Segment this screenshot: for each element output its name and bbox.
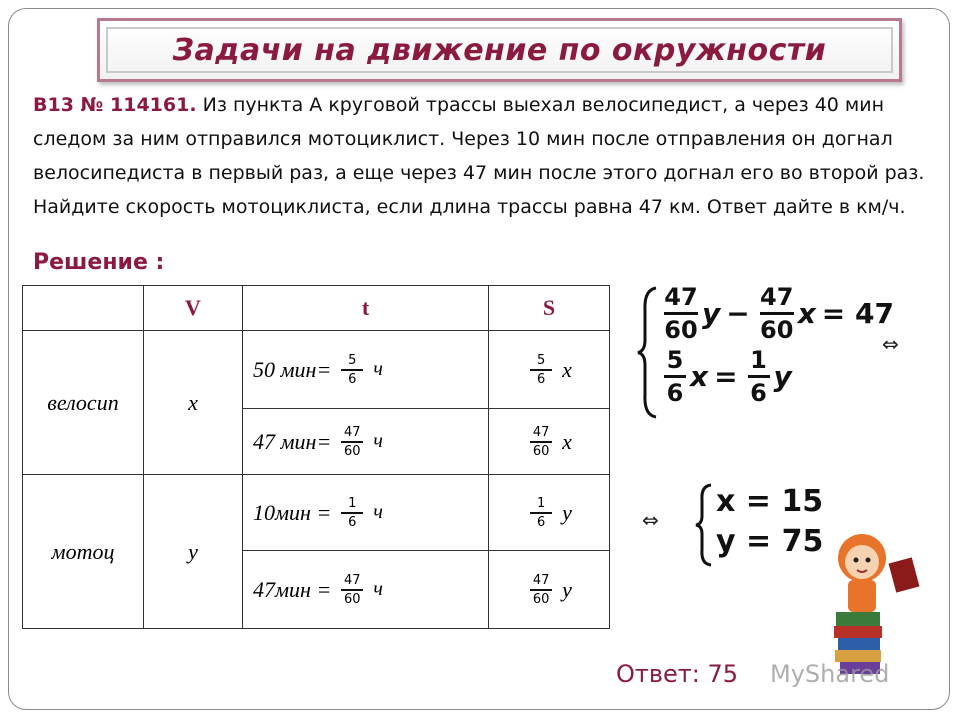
var: y (702, 297, 721, 330)
title-banner (97, 18, 902, 82)
fraction-den: 6 (536, 514, 546, 530)
time-text: 47 мин= (253, 428, 332, 454)
distance-cell (489, 409, 610, 475)
header-s: S (489, 286, 610, 331)
fraction-num: 5 (536, 352, 546, 368)
time-cell (243, 475, 489, 551)
fraction-num: 47 (760, 283, 794, 311)
fraction (341, 426, 363, 458)
operator: − (726, 297, 750, 330)
fraction-den: 6 (666, 379, 684, 407)
fraction-den: 60 (344, 591, 361, 607)
time-text: 50 мин= (253, 356, 332, 382)
fraction-num: 47 (344, 572, 361, 588)
distance-cell (489, 475, 610, 551)
unit: ч (373, 358, 383, 380)
fraction (341, 574, 363, 606)
solution-x: x = 15 (716, 484, 824, 519)
fraction (341, 497, 363, 529)
equivalence-icon: ⇔ (882, 332, 899, 356)
var: y (773, 360, 792, 393)
system-2 (716, 482, 823, 562)
distance-var: x (562, 428, 572, 454)
time-cell (243, 409, 489, 475)
equivalence-icon: ⇔ (642, 508, 659, 532)
table-row (23, 331, 610, 409)
equation-1 (660, 285, 894, 342)
row-name-motorcyclist: мотоц (23, 475, 144, 629)
solution-label: Решение : (33, 250, 165, 275)
system-1 (660, 285, 894, 405)
fraction-den: 60 (532, 591, 550, 607)
fraction-den: 60 (760, 316, 794, 344)
time-cell (243, 331, 489, 409)
time-text: 10мин = (253, 499, 332, 525)
fraction-den: 6 (348, 514, 357, 530)
answer: Ответ: 75 (616, 660, 739, 688)
header-v: V (144, 286, 243, 331)
row-v-motorcyclist: y (144, 475, 243, 629)
row-name-cyclist: велосип (23, 331, 144, 475)
fraction-den: 6 (348, 371, 357, 387)
distance-cell (489, 331, 610, 409)
table-row (23, 475, 610, 551)
fraction-den: 60 (344, 443, 361, 459)
fraction-num: 5 (348, 352, 357, 368)
left-brace-icon (636, 285, 660, 420)
fraction (530, 574, 552, 606)
fraction-num: 47 (532, 572, 550, 588)
distance-var: y (562, 576, 572, 602)
fraction-den: 6 (536, 371, 546, 387)
fraction (530, 354, 552, 386)
fraction-num: 1 (348, 495, 357, 511)
problem-statement (33, 88, 933, 224)
problem-text: Из пункта A круговой трассы выехал велосипедист, а через 40 мин следом за ним отправился мотоциклист. Через 10 мин после отправления он догнал велосипедиста в первый раз, а еще через 47 мин после этого догнал его во второй раз. Найдите скорость мотоциклиста, если длина трассы равна 47 км. Ответ дайте в км/ч. (33, 94, 925, 218)
unit: ч (373, 501, 383, 523)
problem-number: B13 № 114161. (33, 94, 197, 116)
unit: ч (373, 430, 383, 452)
fraction-num: 47 (664, 283, 698, 311)
table-header-row (23, 286, 610, 331)
distance-var: y (562, 499, 572, 525)
fraction (530, 426, 552, 458)
distance-var: x (562, 356, 572, 382)
fraction-den: 6 (750, 379, 767, 407)
fraction-num: 47 (344, 424, 361, 440)
solution-y: y = 75 (716, 524, 824, 559)
watermark-logo: MyShared (770, 660, 890, 688)
var: x (797, 297, 816, 330)
distance-cell (489, 551, 610, 629)
var: x (690, 360, 709, 393)
equation-2 (660, 348, 894, 405)
operator: = (714, 360, 738, 393)
time-cell (243, 551, 489, 629)
left-brace-icon (694, 482, 714, 568)
fraction-num: 1 (750, 346, 767, 374)
slide-title: Задачи на движение по окружности (172, 32, 827, 68)
unit: ч (373, 578, 383, 600)
solution-table (22, 285, 610, 629)
fraction-den: 60 (664, 316, 698, 344)
fraction (530, 497, 552, 529)
fraction (341, 354, 363, 386)
rhs: = 47 (821, 297, 894, 330)
fraction-num: 1 (536, 495, 546, 511)
fraction-num: 47 (532, 424, 550, 440)
time-text: 47мин = (253, 576, 332, 602)
row-v-cyclist: x (144, 331, 243, 475)
header-t: t (243, 286, 489, 331)
header-empty (23, 286, 144, 331)
fraction-den: 60 (532, 443, 550, 459)
fraction-num: 5 (666, 346, 684, 374)
